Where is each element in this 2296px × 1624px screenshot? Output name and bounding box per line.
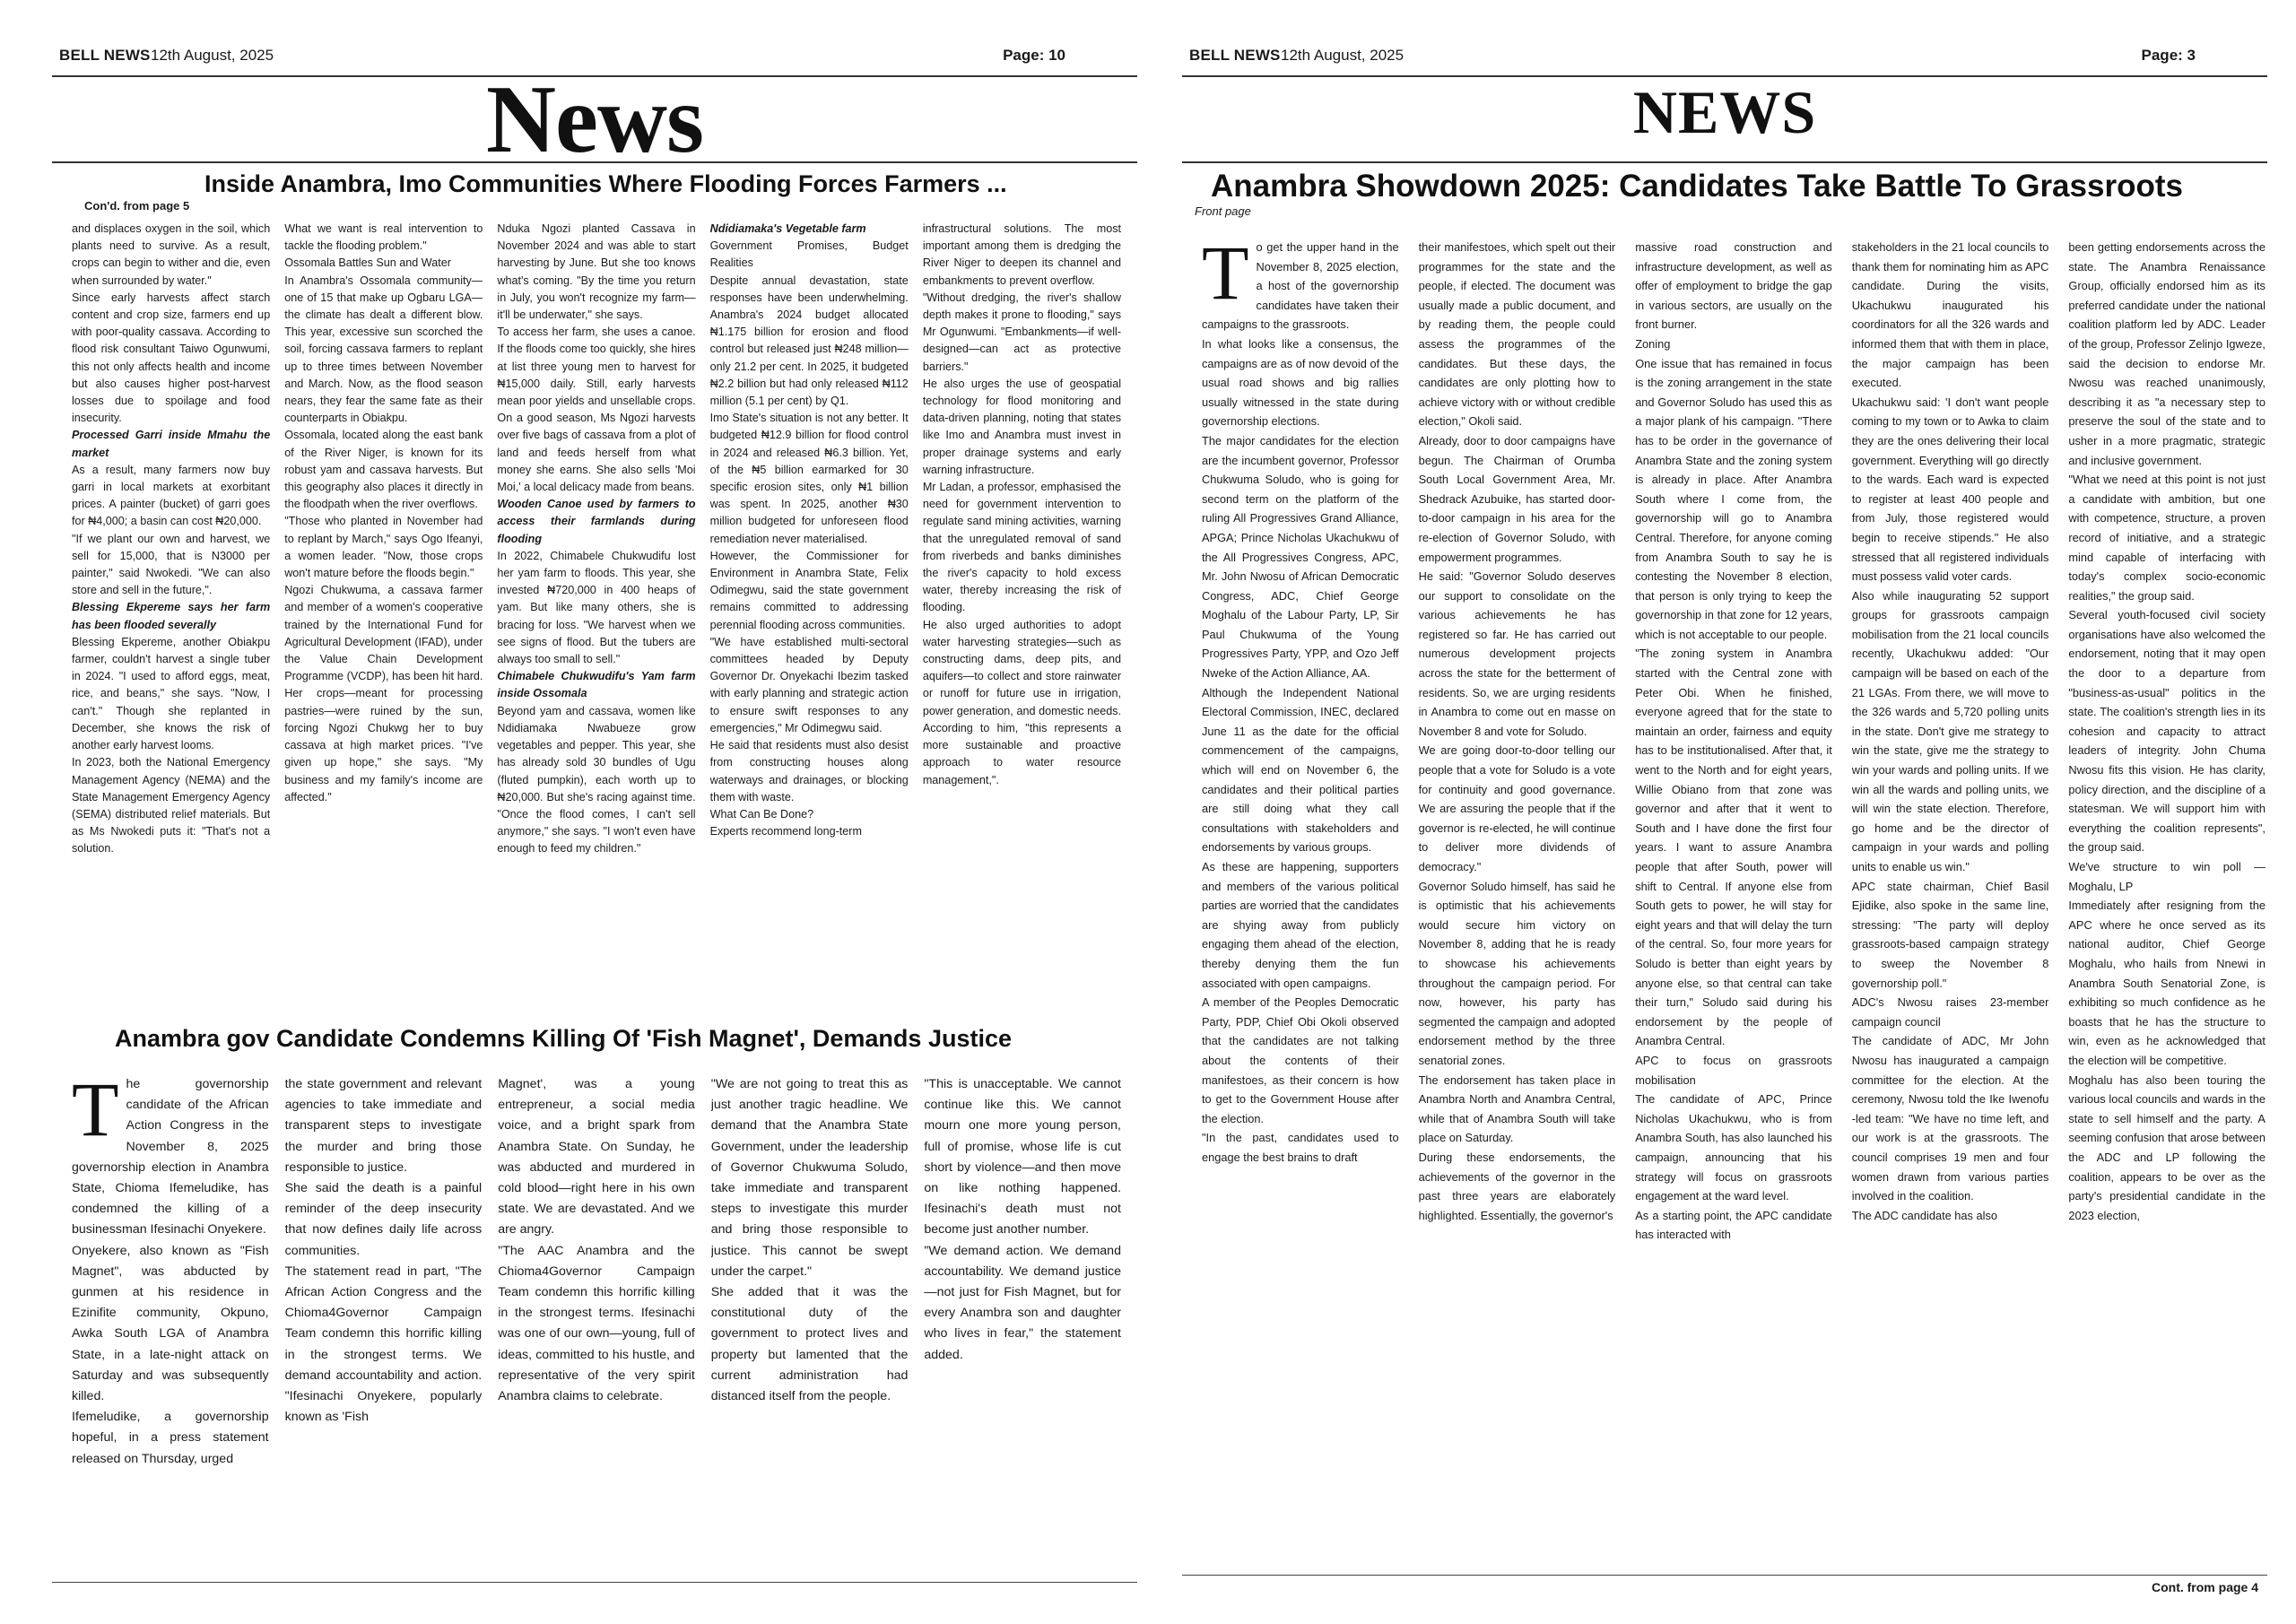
paragraph: he governorship candidate of the African Action Congress in the November 8, 2025 governorship election in Anambra State, Chioma Ifemeludike, has condemned the killing of a businessman Ifesinachi Onyekere. bbox=[72, 1077, 269, 1238]
paragraph: The candidate of ADC, Mr John Nwosu has inaugurated a campaign committee for the election. At the ceremony, Nwosu told the Ike Iwenofu -led team: "We have no time left, and our work is at the grassroots. The council comprises 19 men and four women drawn from various parties involved in the coalition. bbox=[1851, 1034, 2049, 1203]
paragraph: Government Promises, Budget Realities bbox=[709, 239, 909, 270]
paragraph: The endorsement has taken place in Anambra North and Anambra Central, while that of Anambra South will take place on Saturday. bbox=[1418, 1073, 1616, 1145]
paragraph: Experts recommend long-term bbox=[709, 825, 862, 838]
paragraph: Ifemeludike, a governorship hopeful, in a press statement released on Thursday, urged bbox=[72, 1410, 269, 1466]
paragraph: Several youth-focused civil society organisations have also welcomed the endorsement, noting that it may open the door to a departure from "business-as-usual" politics in the state. The coalition's strength lies in its cohesion and capacity to attract leaders of integrity. John Chuma Nwosu fits this vision. He has clarity, policy direction, and the discipline of a statesman. We will support him with everything the coalition represents", the group said. bbox=[2068, 608, 2266, 855]
story-column bbox=[923, 221, 1121, 1010]
left-page bbox=[52, 0, 1137, 1624]
paragraph: Blessing Ekpereme, another Obiakpu farmer, couldn't harvest a single tuber in 2024. "I used to afford eggs, meat, rice, and beans," she says. "Now, I can't." Though she replanted in December, she knows the risk of another early harvest looms. bbox=[72, 635, 271, 752]
paragraph: One issue that has remained in focus is the zoning arrangement in the state and Governor Soludo has used this as a major plank of his campaign. "There has to be order in the governance of Anambra State and the zoning system is already in place. After Anambra South where I come from, the governorship will go to Anambra Central. Therefore, for anyone coming from Anambra South to say he is contesting the November 8 election, that person is only trying to keep the governorship in that zone for 12 years, which is not acceptable to our people. bbox=[1635, 356, 1832, 641]
paragraph: APC to focus on grassroots mobilisation bbox=[1635, 1053, 1832, 1087]
paragraph: "The AAC Anambra and the Chioma4Governor Campaign Team condemn this horrific killing in the strongest terms. Ifesinachi was one of our own—young, full of ideas, committed to his hustle, and representative of the very spirit Anambra claims to celebrate. bbox=[498, 1243, 695, 1404]
story-column bbox=[2068, 238, 2266, 1569]
paragraph: A member of the Peoples Democratic Party, PDP, Chief Obi Okoli observed that the candidates are not talking about the contents of their manifestoes, as their concern is how to get to the Government House after the election. bbox=[1202, 995, 1399, 1125]
page-number: Page: 10 bbox=[1003, 47, 1065, 64]
paragraph: Zoning bbox=[1635, 336, 1671, 351]
paragraph: "We demand action. We demand accountability. We demand justice—not just for Fish Magnet, but for every Anambra son and daughter who lives in fear," the statement added. bbox=[924, 1243, 1121, 1362]
paragraph: infrastructural solutions. The most important among them is dredging the River Niger to deepen its channel and embankments to prevent overflow. bbox=[922, 222, 1122, 287]
paragraph: "Without dredging, the river's shallow depth makes it prone to flooding," says Mr Ogunwumi. "Embankments—if well-designed—can act as protective barriers." bbox=[922, 291, 1122, 373]
section-title: NEWS bbox=[1632, 78, 1817, 146]
paragraph: He also urged authorities to adopt water harvesting strategies—such as constructing dams, deep pits, and aquifers—to collect and store rainwater or runoff for future use in irrigation, power generation, and domestic needs. According to him, "this represents a more sustainable and proactive approach to water resource management,". bbox=[922, 618, 1122, 786]
title-divider bbox=[1182, 161, 2267, 163]
story-headline: Inside Anambra, Imo Communities Where Flooding Forces Farmers ... bbox=[204, 170, 1007, 197]
bottom-divider bbox=[52, 1582, 1137, 1583]
page-number: Page: 3 bbox=[2141, 47, 2196, 64]
paper-name: BELL NEWS bbox=[59, 47, 151, 64]
paragraph: Governor Soludo himself, has said he is optimistic that his achievements would secure him victory on November 8, adding that he is ready to showcase his achievements throughout the campaign period. For now, however, his party has segmented the campaign and adopted endorsement method by the three senatorial zones. bbox=[1418, 879, 1616, 1067]
paragraph: In what looks like a consensus, the campaigns are as of now devoid of the usual road shows and big rallies usually witnessed in the state during governorship elections. bbox=[1202, 336, 1399, 429]
paragraph: He said that residents must also desist from constructing houses along waterways and drainages, or blocking them with waste. bbox=[709, 739, 909, 803]
paragraph: "Those who planted in November had to replant by March," says Ogo Ifeanyi, a women leader. "Now, those crops won't mature before the floods begin." bbox=[284, 515, 483, 580]
paragraph: Despite annual devastation, state responses have been underwhelming. Anambra's 2024 budget allocated ₦1.175 billion for erosion and flood control but released just ₦248 million—only 21.2 per cent. In 2025, it budgeted ₦2.2 billion but had only released ₦112 million (5.1 per cent) by Q1. bbox=[709, 274, 909, 408]
bottom-divider bbox=[1182, 1575, 2267, 1576]
paragraph: Nduka Ngozi planted Cassava in November 2024 and was able to start harvesting by June. But she too knows what's coming. "By the time you return in July, you won't recognize my farm—it'll be underwater," she says. bbox=[497, 222, 696, 322]
paragraph: APC state chairman, Chief Basil Ejidike, also spoke in the same line, stressing: "The party will deploy grassroots-based campaign strategy to sweep the November 8 governorship poll." bbox=[1851, 879, 2049, 990]
paragraph: Already, door to door campaigns have begun. The Chairman of Orumba South Local Government Area, Mr. Shedrack Azubuike, has started door-to-door campaign in his area for the re-election of Governor Soludo, with empowerment programmes. bbox=[1418, 433, 1616, 564]
paragraph: "What we need at this point is not just a candidate with ambition, but one with competence, structure, a proven record of initiative, and a strategic mind capable of interfacing with today's complex socio-economic realities," the group said. bbox=[2068, 473, 2266, 603]
paragraph: However, the Commissioner for Environment in Anambra State, Felix Odimegwu, said the state government remains committed to addressing perennial flooding across communities. bbox=[709, 549, 909, 631]
paragraph: In 2022, Chimabele Chukwudifu lost her yam farm to floods. This year, she invested ₦720,000 in 400 heaps of yam. But like many others, she is bracing for loss. "We harvest when we see signs of flood. But the tubers are always too small to sell." bbox=[497, 549, 696, 666]
continued-note: Con'd. from page 5 bbox=[84, 199, 190, 213]
story-column bbox=[498, 1074, 695, 1572]
paragraph: What we want is real intervention to tackle the flooding problem." bbox=[284, 222, 483, 253]
paragraph: The major candidates for the election are the incumbent governor, Professor Chukwuma Soludo, who is going for second term on the platform of the ruling All Progressives Grand Alliance, APGA; Prince Nicholas Ukachukwu of the All Progressives Congress, APC, Mr. John Nwosu of African Democratic Congress, ADC, Chief George Moghalu of the Labour Party, LP, Sir Paul Chukwuma of the Young Progressives Party, YPP, and Ozo Jeff Nweke of the Action Alliance, AA. bbox=[1202, 433, 1399, 681]
paragraph: Since early harvests affect starch content and crop size, farmers end up with poor-quality cassava. According to flood risk consultant Taiwo Ogunwumi, this not only affects health and income but also causes higher post-harvest losses due to spoilage and food insecurity. bbox=[72, 291, 271, 425]
paragraph: Moghalu has also been touring the various local councils and wards in the state to sell himself and the party. A seeming confusion that arose between the ADC and LP following the coalition, appears to be over as the party's presidential candidate in the 2023 election, bbox=[2068, 1073, 2266, 1222]
paragraph: She said the death is a painful reminder of the deep insecurity that now defines daily life across communities. bbox=[284, 1181, 483, 1258]
paragraph: Ossomala, located along the east bank of the River Niger, is known for its robust yam and cassava harvests. But this geography also places it directly in the floodpath when the river overflows. bbox=[284, 429, 483, 511]
paragraph: their manifestoes, which spelt out their programmes for the state and the people, if elected. The document was usually made a public document, and by reading them, the people could assess the programmes of the candidates. But these days, the candidates are only plotting how to achieve victory with or without credible election," Okoli said. bbox=[1418, 240, 1616, 429]
paragraph: "In the past, candidates used to engage the best brains to draft bbox=[1202, 1131, 1399, 1164]
paragraph: In 2023, both the National Emergency Management Agency (NEMA) and the State Management Emergency Agency (SEMA) distributed relief materials. But as Ms Nwokedi puts it: "That's not a solution. bbox=[72, 756, 271, 855]
paragraph: "If we plant our own and harvest, we sell for 15,000, that is N3000 per painter," said Nwokedi. "We can also store and sell in the future,". bbox=[72, 532, 271, 597]
paragraph: the state government and relevant agencies to take immediate and transparent steps to investigate the murder and bring those responsible to justice. bbox=[284, 1077, 483, 1175]
paragraph: been getting endorsements across the state. The Anambra Renaissance Group, officially endorsed him as its preferred candidate under the national coalition platform led by ADC. Leader of the group, Professor Zelinjo Igweze, said the decision to endorse Mr. Nwosu was reached unanimously, describing it as "a necessary step to preserve the soul of the state and to usher in a more pragmatic, strategic and inclusive government. bbox=[2068, 240, 2266, 467]
paragraph: and displaces oxygen in the soil, which plants need to survive. As a result, crops can begin to wither and die, even when surrounded by water." bbox=[72, 222, 271, 287]
paragraph: Also while inaugurating 52 support groups for grassroots campaign mobilisation from the 21 local councils recently, Ukachukwu added: "Our campaign will be based on each of the 21 LGAs. From there, we will move to the 326 wards and 5,720 polling units in the state. Don't give me strategy to win the state, give me the strategy to win your wards and polling units. If we win all the wards and polling units, we will win the state election. Therefore, go home and be the director of campaign in your wards and polling units to enable us win." bbox=[1851, 588, 2049, 873]
story-column bbox=[710, 221, 909, 1010]
story-column bbox=[1852, 238, 2049, 1569]
column-text bbox=[1202, 238, 1399, 1168]
paragraph: ADC's Nwosu raises 23-member campaign council bbox=[1851, 995, 2049, 1029]
story-column bbox=[1419, 238, 1616, 1569]
section-title: News bbox=[486, 66, 703, 173]
subheading: Wooden Canoe used by farmers to access their farmlands during flooding bbox=[497, 498, 696, 545]
paragraph: massive road construction and infrastructure development, as well as offer of employment to bridge the gap in various sectors, are usually on the front burner. bbox=[1635, 240, 1832, 332]
paragraph: Ukachukwu said: 'I don't want people coming to my town or to Awka to claim they are the ones delivering their local government. Everything will go directly to the wards. Each ward is expected to register at least 400 people and from July, those registered would begin to receive stipends." He also stressed that all registered individuals must possess valid voter cards. bbox=[1851, 395, 2049, 584]
paragraph: He also urges the use of geospatial technology for flood monitoring and data-driven planning, noting that states like Imo and Anambra must invest in proper drainage systems and early warning infrastructure. bbox=[922, 377, 1122, 476]
subheading: Blessing Ekpereme says her farm has been flooded severally bbox=[72, 601, 271, 631]
drop-cap: T bbox=[1202, 238, 1249, 316]
subheading: Ndidiamaka's Vegetable farm bbox=[709, 222, 866, 235]
paragraph: Imo State's situation is not any better. It budgeted ₦12.9 billion for flood control in 2024 and released ₦6.3 billion. Yet, of the ₦5 billion earmarked for 30 specific erosion sites, only ₦1 billion was spent. In 2025, another ₦30 million budgeted for unforeseen flood remediation never materialised. bbox=[709, 412, 909, 545]
paragraph: To access her farm, she uses a canoe. If the floods come too quickly, she hires at list three young men to harvest for ₦15,000 daily. Still, early harvests mean poor yields and unsellable crops. On a good season, Ms Ngozi harvests over five bags of cassava from a plot of land and feeds herself from what money she earns. She also sells 'Moi Moi,' a local delicacy made from beans. bbox=[497, 326, 696, 494]
continued-footer: Cont. from page 4 bbox=[2151, 1580, 2258, 1594]
paragraph: Immediately after resigning from the APC where he once served as its national auditor, Chief George Moghalu, who hails from Nnewi in Anambra South Senatorial Zone, is exhibiting so much confidence as he boasts that he has the structure to win, even as he acknowledged that the election will be competitive. bbox=[2068, 899, 2266, 1067]
paragraph: Magnet', was a young entrepreneur, a social media voice, and a bright spark from Anambra State. On Sunday, he was abducted and murdered in cold blood—right here in his own state. We are devastated. And we are angry. bbox=[498, 1077, 695, 1238]
story-column bbox=[924, 1074, 1121, 1572]
right-page bbox=[1182, 0, 2267, 1624]
story-column bbox=[72, 221, 270, 1010]
paragraph: Although the Independent National Electoral Commission, INEC, declared June 11 as the date for the official commencement of the campaigns, which will end on November 6, the candidates and their political parties are still doing what they call consultations with stakeholders and endorsements by various groups. bbox=[1202, 685, 1399, 855]
paragraph: As a starting point, the APC candidate has interacted with bbox=[1635, 1208, 1832, 1242]
paragraph: "We have established multi-sectoral committees headed by Deputy Governor Dr. Onyekachi Ibezim tasked with early planning and strategic action to ensure swift responses to any emergencies," Mr Odimegwu said. bbox=[709, 635, 909, 734]
paragraph: She added that it was the constitutional duty of the government to protect lives and property but lamented that the current administration had distanced itself from the people. bbox=[710, 1285, 909, 1404]
paragraph: The ADC candidate has also bbox=[1851, 1208, 1997, 1222]
story-column bbox=[1202, 238, 1399, 1569]
paragraph: The statement read in part, "The African Action Congress and the Chioma4Governor Campaign Team condemn this horrific killing in the strongest terms. We demand accountability and action. "Ifesinachi Onyekere, popularly known as 'Fish bbox=[284, 1264, 483, 1425]
story-columns bbox=[1202, 238, 2266, 1569]
paragraph: "The zoning system in Anambra started with the Central zone with Peter Obi. When he finished, everyone agreed that for the state to maintain an order, fairness and equity has to be institutionalised. After that, it went to the North and for eight years, Willie Obiano from that zone was governor and after that it went to South and I have done the first four years. I want to assure Anambra people that after South, power will shift to Central. If anyone else from South gets to power, he will stay for eight years and that will delay the turn of the central. So, four more years for Soludo is better than eight years by anyone else, so that central can take their turn," Soludo said during his endorsement by the people of Anambra Central. bbox=[1635, 647, 1832, 1048]
paragraph: "We are not going to treat this as just another tragic headline. We demand that the Anambra State Government, under the leadership of Governor Chukwuma Soludo, take immediate and transparent steps to investigate this murder and bring those responsible to justice. This cannot be swept under the carpet." bbox=[710, 1077, 909, 1279]
story-column bbox=[497, 221, 695, 1010]
story-columns bbox=[72, 221, 1121, 1010]
paragraph: In Anambra's Ossomala community—one of 15 that make up Ogbaru LGA—the climate has dealt a different blow. This year, excessive sun scorched the soil, forcing cassava farmers to replant up to three times between November and March. Now, as the flood season nears, they fear the same fate as their counterparts in Obiakpu. bbox=[284, 274, 483, 425]
story-column bbox=[1635, 238, 1832, 1569]
paragraph: o get the upper hand in the November 8, 2025 election, a host of the governorship candidates have taken their campaigns to the grassroots. bbox=[1202, 240, 1399, 332]
subheading: Processed Garri inside Mmahu the market bbox=[72, 429, 271, 459]
paragraph: The candidate of APC, Prince Nicholas Ukachukwu, who is from Anambra South, has also launched his campaign, announcing that his strategy will focus on grassroots engagement at the ward level. bbox=[1635, 1092, 1832, 1203]
issue-date: 12th August, 2025 bbox=[1281, 47, 1405, 64]
story-column bbox=[72, 1074, 269, 1572]
paragraph: We've structure to win poll — Moghalu, LP bbox=[2068, 860, 2266, 893]
paragraph: We are going door-to-door telling our people that a vote for Soludo is a vote for continuity and good governance. We are assuring the people that if the governor is re-elected, he will continue to deliver more dividends of democracy." bbox=[1418, 743, 1616, 873]
title-divider bbox=[52, 161, 1137, 163]
story-column bbox=[284, 221, 483, 1010]
paragraph: Beyond yam and cassava, women like Ndidiamaka Nwabueze grow vegetables and pepper. This year, she has already sold 30 bundles of Ugu (fluted pumpkin), each worth up to ₦20,000. But she's racing against time. "Once the flood comes, I can't sell anymore," she says. "I won't even have enough to feed my children." bbox=[497, 704, 696, 855]
paragraph: Mr Ladan, a professor, emphasised the need for government intervention to regulate sand mining activities, warning that the unregulated removal of sand from riverbeds and banks diminishes the river's capacity to hold excess water, thereby increasing the risk of flooding. bbox=[922, 481, 1122, 614]
paragraph: He said: "Governor Soludo deserves our support to consolidate on the various achievements he has registered so far. He has carried out numerous development projects across the state for the betterment of residents. So, we are urging residents in Anambra to come out en masse on November 8 and vote for Soludo. bbox=[1418, 569, 1616, 738]
subheading: Chimabele Chukwudifu's Yam farm inside Ossomala bbox=[497, 670, 696, 700]
page-header bbox=[1182, 39, 2267, 77]
issue-date: 12th August, 2025 bbox=[151, 47, 274, 64]
paragraph: As these are happening, supporters and members of the various political parties are worried that the candidates are shying away from publicly engaging them ahead of the election, thereby denying them the fun associated with open campaigns. bbox=[1202, 860, 1399, 990]
story-headline: Anambra gov Candidate Condemns Killing Of 'Fish Magnet', Demands Justice bbox=[115, 1025, 1012, 1052]
front-page-note: Front page bbox=[1195, 204, 1251, 218]
paragraph: Onyekere, also known as "Fish Magnet", was abducted by gunmen at his residence in Ezinifite community, Okpuno, Awka South LGA of Anambra State, in a late-night attack on Saturday and was subsequently killed. bbox=[72, 1243, 269, 1404]
paragraph: Ossomala Battles Sun and Water bbox=[284, 256, 451, 270]
paragraph: stakeholders in the 21 local councils to thank them for nominating him as APC candidate. During the visits, Ukachukwu inaugurated his coordinators for all the 326 wards and informed them that with them in place, the major campaign has been executed. bbox=[1851, 240, 2049, 390]
drop-cap: T bbox=[72, 1074, 119, 1152]
paragraph: During these endorsements, the achievements of the governor in the past three years are elaborately highlighted. Essentially, the governor's bbox=[1418, 1150, 1616, 1222]
story-columns bbox=[72, 1074, 1121, 1572]
story-column bbox=[711, 1074, 909, 1572]
story-column bbox=[285, 1074, 483, 1572]
paragraph: "This is unacceptable. We cannot continue like this. We cannot mourn one more young person, full of promise, whose life is cut short by violence—and then move on like nothing happened. Ifesinachi's death must not become just another number. bbox=[924, 1077, 1121, 1238]
paragraph: What Can Be Done? bbox=[709, 807, 814, 821]
story-headline: Anambra Showdown 2025: Candidates Take Battle To Grassroots bbox=[1211, 169, 2183, 204]
paragraph: Ngozi Chukwuma, a cassava farmer and member of a women's cooperative trained by the International Fund for Agricultural Development (IFAD), under the Value Chain Development Programme (VCDP), has been hit hard. Her crops—meant for processing pastries—were ruined by the sun, forcing Ngozi Chukwg her to buy cassava at high market prices. "I've given up hope," she says. "My business and my family's income are affected." bbox=[284, 584, 483, 803]
paper-name: BELL NEWS bbox=[1189, 47, 1281, 64]
paragraph: As a result, many farmers now buy garri in local markets at exorbitant prices. A painter (bucket) of garri goes for ₦4,000; a basin can cost ₦20,000. bbox=[72, 463, 271, 528]
